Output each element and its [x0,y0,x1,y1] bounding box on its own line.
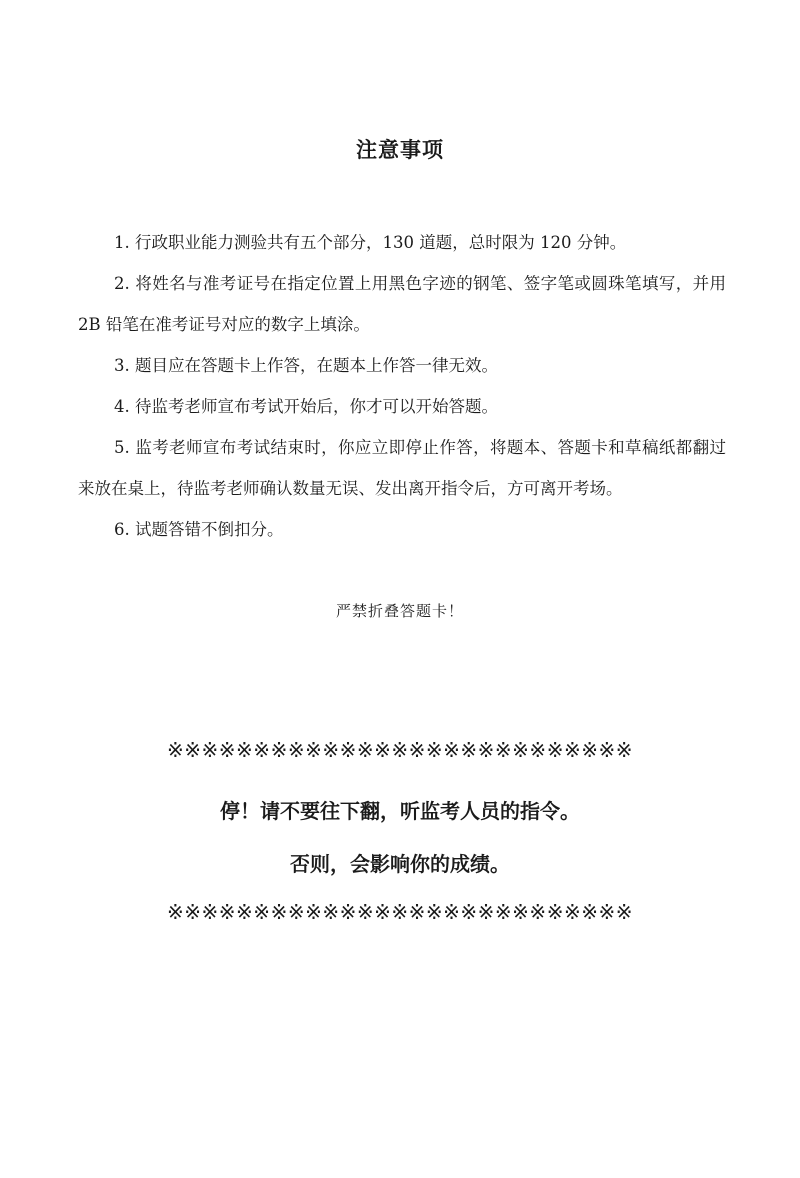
stop-instruction: 停！请不要往下翻，听监考人员的指令。 [220,799,580,823]
no-folding-warning: 严禁折叠答题卡！ [335,602,464,620]
stars-divider-bottom: ※※※※※※※※※※※※※※※※※※※※※※※※※※※ [167,900,633,924]
note-item-1: 1. 行政职业能力测验共有五个部分，130 道题，总时限为 120 分钟。 [114,233,627,252]
notes-list [78,222,726,550]
note-item-2: 2. 将姓名与准考证号在指定位置上用黑色字迹的钢笔、签字笔或圆珠笔填写，并用 2B 铅笔在准考证号对应的数字上填涂。 [78,274,726,334]
note-item-3: 3. 题目应在答题卡上作答，在题本上作答一律无效。 [114,356,498,375]
note-item-6: 6. 试题答错不倒扣分。 [114,520,284,539]
note-item-4: 4. 待监考老师宣布考试开始后，你才可以开始答题。 [114,397,498,416]
note-item-5: 5. 监考老师宣布考试结束时，你应立即停止作答，将题本、答题卡和草稿纸都翻过来放在桌上，待监考老师确认数量无误、发出离开指令后，方可离开考场。 [78,438,726,498]
page-title: 注意事项 [356,138,444,162]
stop-consequence: 否则，会影响你的成绩。 [290,852,510,876]
stars-divider-top: ※※※※※※※※※※※※※※※※※※※※※※※※※※※ [167,738,633,762]
